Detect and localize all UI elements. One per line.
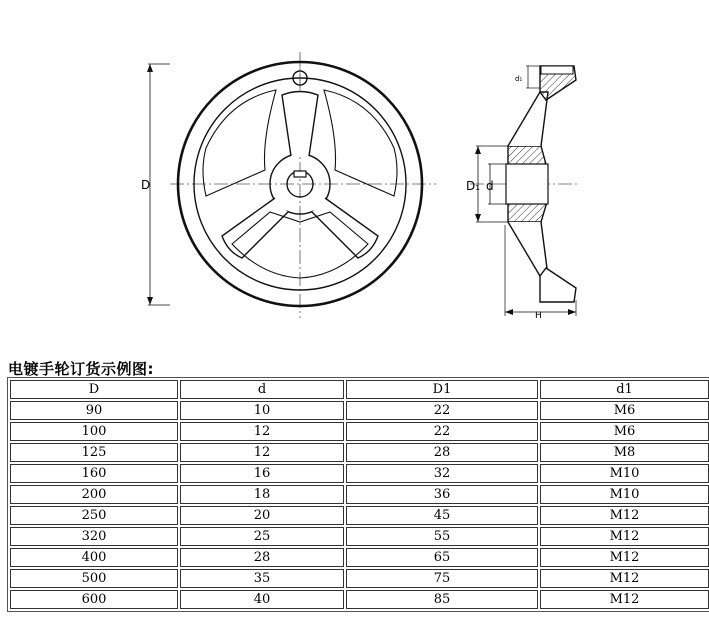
cell-d1-thread: M12	[540, 548, 709, 567]
cell-d-outer: 250	[10, 506, 178, 525]
table-row	[10, 443, 709, 462]
table-row	[10, 422, 709, 441]
cell-d-outer: 90	[10, 401, 178, 420]
cell-d1-thread: M12	[540, 506, 709, 525]
front-view	[147, 52, 436, 318]
cell-d-bore: 35	[180, 569, 344, 588]
cell-d1-hub: 85	[346, 590, 538, 609]
cell-d1-thread: M6	[540, 401, 709, 420]
cell-d1-hub: 55	[346, 527, 538, 546]
cell-d1-hub: 32	[346, 464, 538, 483]
cell-d1-thread: M10	[540, 464, 709, 483]
order-example-caption: 电镀手轮订货示例图:	[8, 360, 154, 378]
cell-d1-thread: M12	[540, 590, 709, 609]
cell-d-bore: 25	[180, 527, 344, 546]
cell-d-bore: 40	[180, 590, 344, 609]
cell-d-bore: 18	[180, 485, 344, 504]
table-row	[10, 590, 709, 609]
table-row	[10, 506, 709, 525]
cell-d1-hub: 45	[346, 506, 538, 525]
header-d1-hub: D1	[346, 380, 538, 399]
label-d-outer: D	[141, 178, 151, 192]
cell-d-outer: 125	[10, 443, 178, 462]
cell-d-bore: 20	[180, 506, 344, 525]
label-d-bore: d	[486, 179, 494, 193]
cell-d-outer: 200	[10, 485, 178, 504]
label-d1-thread: d₁	[515, 75, 523, 83]
cell-d1-thread: M6	[540, 422, 709, 441]
table-row	[10, 464, 709, 483]
header-d-bore: d	[180, 380, 344, 399]
cell-d1-thread: M12	[540, 527, 709, 546]
cell-d-bore: 12	[180, 422, 344, 441]
cell-d1-hub: 75	[346, 569, 538, 588]
cell-d-outer: 100	[10, 422, 178, 441]
spec-table	[7, 377, 709, 612]
header-d-outer: D	[10, 380, 178, 399]
cell-d1-thread: M10	[540, 485, 709, 504]
cell-d1-hub: 28	[346, 443, 538, 462]
cell-d1-thread: M8	[540, 443, 709, 462]
label-d1-hub: D₁	[466, 179, 481, 193]
header-d1-thread: d1	[540, 380, 709, 399]
table-header-row	[10, 380, 709, 399]
cell-d-outer: 400	[10, 548, 178, 567]
cell-d1-hub: 65	[346, 548, 538, 567]
table-row	[10, 548, 709, 567]
table-row	[10, 527, 709, 546]
table-row	[10, 569, 709, 588]
cell-d-outer: 600	[10, 590, 178, 609]
cell-d-outer: 160	[10, 464, 178, 483]
table-row	[10, 485, 709, 504]
cell-d-outer: 320	[10, 527, 178, 546]
cell-d1-thread: M12	[540, 569, 709, 588]
cell-d-bore: 16	[180, 464, 344, 483]
cell-d1-hub: 22	[346, 401, 538, 420]
cell-d-bore: 10	[180, 401, 344, 420]
cell-d-outer: 500	[10, 569, 178, 588]
cell-d-bore: 12	[180, 443, 344, 462]
table-row	[10, 401, 709, 420]
label-h: H	[535, 311, 542, 321]
cell-d1-hub: 36	[346, 485, 538, 504]
cell-d1-hub: 22	[346, 422, 538, 441]
cell-d-bore: 28	[180, 548, 344, 567]
